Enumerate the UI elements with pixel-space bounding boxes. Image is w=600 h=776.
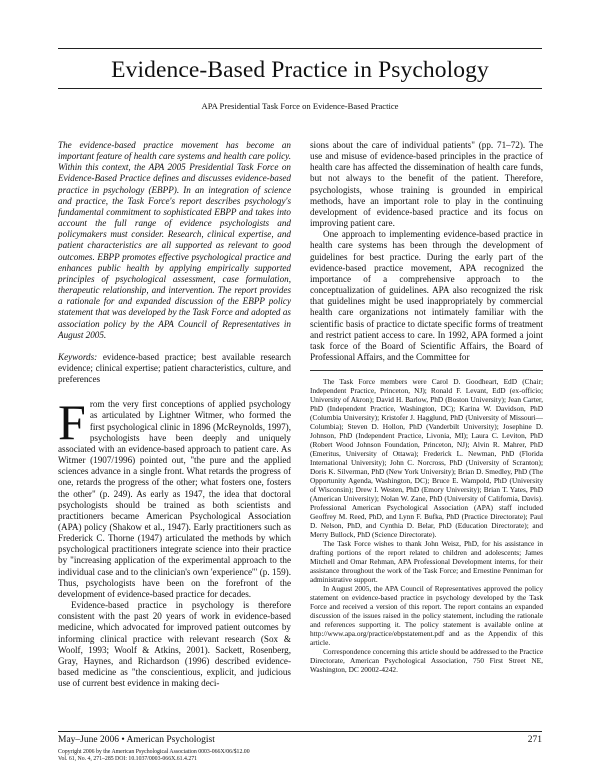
footnote-council: In August 2005, the APA Council of Representatives approved the policy statement on evidence-based practice in psychology developed by the Task Force and received a version of this report. The report contains an expanded discussion of the issues raised in the policy statement, including the rationale and references supporting it. The policy statement is available online at http://www.apa.org/practice/ebpstatement.pdf and as the Appendix of this article. <box>310 584 543 648</box>
footnote-thanks: The Task Force wishes to thank John Weisz, PhD, for his assistance in drafting portions of the report related to children and adolescents; James Mitchell and Omar Rehman, APA Professional Development interns, for their assistance throughout the work of the Task Force; and Ernestine Penniman for administrative support. <box>310 539 543 585</box>
keywords <box>58 352 291 385</box>
footer-rule <box>58 731 542 732</box>
body-paragraph: sions about the care of individual patients" (pp. 71–72). The use and misuse of evidence-based principles in the practice of health care has affected the dissemination of health care funds, but not always to the benefit of the patient. Therefore, psychologists, whose training is grounded in empirical methods, have an important role to play in the continuing development of evidence-based practice and its focus on improving patient care. <box>310 140 543 229</box>
footnote-members: The Task Force members were Carol D. Goodheart, EdD (Chair; Independent Practice, Princeton, NJ); Ronald F. Levant, EdD (ex-officio; University of Akron); David H. Barlow, PhD (Boston University); Jean Carter, PhD (Independent Practice, Washington, DC); Karina W. Davidson, PhD (Columbia University); Kristofer J. Hagglund, PhD (University of Missouri—Columbia); Steven D. Hollon, PhD (Vanderbilt University); Josephine D. Johnson, PhD (Independent Practice, Livonia, MI); Laura C. Leviton, PhD (Robert Wood Johnson Foundation, Princeton, NJ); Alvin R. Mahrer, PhD (Emeritus, University of Ottawa); Frederick L. Newman, PhD (Florida International University); John C. Norcross, PhD (University of Scranton); Doris K. Silverman, PhD (New York University); Brian D. Smedley, PhD (The Opportunity Agenda, Washington, DC); Bruce E. Wampold, PhD (University of Wisconsin); Drew I. Westen, PhD (Emory University); Brian T. Yates, PhD (American University); Nolan W. Zane, PhD (University of California, Davis). Professional American Psychological Association (APA) staff included Geoffrey M. Reed, PhD, and Lynn F. Bufka, PhD (Practice Directorate); Paul D. Nelson, PhD, and Cynthia D. Belar, PhD (Education Directorate); and Merry Bullock, PhD (Science Directorate). <box>310 377 543 540</box>
keywords-label: Keywords: <box>58 351 98 362</box>
copyright-notice <box>58 749 250 763</box>
volume-doi-line: Vol. 61, No. 4, 271–285 DOI: 10.1037/0003-066X.61.4.271 <box>58 756 198 762</box>
journal-info: May–June 2006 • American Psychologist <box>58 735 215 745</box>
body-paragraph: One approach to implementing evidence-based practice in health care systems has been through the development of guidelines for best practice. During the early part of the evidence-based practice movement, APA recognized the importance of a comprehensive approach to the conceptualization of guidelines. APA also recognized the risk that guidelines might be used inappropriately by commercial health care organizations not intimately familiar with the scientific basis of practice to dictate specific forms of treatment and restrict patient access to care. In 1992, APA formed a joint task force of the Board of Scientific Affairs, the Board of Professional Affairs, and the Committee for <box>310 229 543 362</box>
copyright-line: Copyright 2006 by the American Psychological Association 0003-066X/06/$12.00 <box>58 749 250 755</box>
footnote-rule <box>310 370 543 371</box>
left-column <box>58 140 291 689</box>
page-number: 271 <box>527 735 542 745</box>
top-rule <box>58 48 542 49</box>
right-column <box>310 140 543 674</box>
body-paragraph: Evidence-based practice in psychology is therefore consistent with the past 20 years of work in evidence-based medicine, which advocated for improved patient outcomes by informing clinical practice with relevant research (Sox & Woolf, 1993; Woolf & Atkins, 2001). Sackett, Rosenberg, Gray, Haynes, and Richardson (1996) described evidence-based medicine as "the conscientious, explicit, and judicious use of current best evidence in making deci- <box>58 600 291 689</box>
keywords-text: evidence-based practice; best available research evidence; clinical expertise; patient characteristics, culture, and preferences <box>58 351 291 385</box>
footnote-correspondence: Correspondence concerning this article should be addressed to the Practice Directorate, American Psychological Association, 750 First Street NE, Washington, DC 20002-4242. <box>310 647 543 675</box>
intro-text: rom the very first conceptions of applied psychology as articulated by Lightner Witmer, who formed the first psychological clinic in 1896 (McReynolds, 1997), psychologists have been deeply and uniquely associated with an evidence-based approach to patient care. As Witmer (1907/1996) pointed out, "the pure and the applied sciences advance in a single front. What retards the progress of one, retards the progress of the other; what fosters one, fosters the other" (p. 249). As early as 1947, the idea that doctoral psychologists should be trained as both scientists and practitioners became American Psychological Association (APA) policy (Shakow et al., 1947). Early practitioners such as Frederick C. Thorne (1947) articulated the methods by which psychological practitioners integrate science into their practice by "increasing application of the experimental approach to the individual case and to the clinician's own 'experience'" (p. 159). Thus, psychologists have been on the forefront of the development of evidence-based practice for decades. <box>58 399 291 599</box>
drop-cap: F <box>58 394 86 451</box>
title-rule <box>58 88 542 89</box>
intro-paragraph <box>58 394 291 600</box>
abstract: The evidence-based practice movement has become an important feature of health care systems and health care policy. Within this context, the APA 2005 Presidential Task Force on Evidence-Based Practice defines and discusses evidence-based practice in psychology (EBPP). In an integration of science and practice, the Task Force's report describes psychology's fundamental commitment to sophisticated EBPP and takes into account the full range of evidence psychologists and policymakers must consider. Research, clinical expertise, and patient characteristics are all supported as relevant to good outcomes. EBPP promotes effective psychological practice and enhances public health by applying empirically supported principles of psychological assessment, case formulation, therapeutic relationship, and intervention. The report provides a rationale for and expanded discussion of the EBPP policy statement that was developed by the Task Force and adopted as association policy by the APA Council of Representatives in August 2005. <box>58 140 291 340</box>
author-line: APA Presidential Task Force on Evidence-Based Practice <box>201 101 399 111</box>
article-title: Evidence-Based Practice in Psychology <box>111 57 489 83</box>
